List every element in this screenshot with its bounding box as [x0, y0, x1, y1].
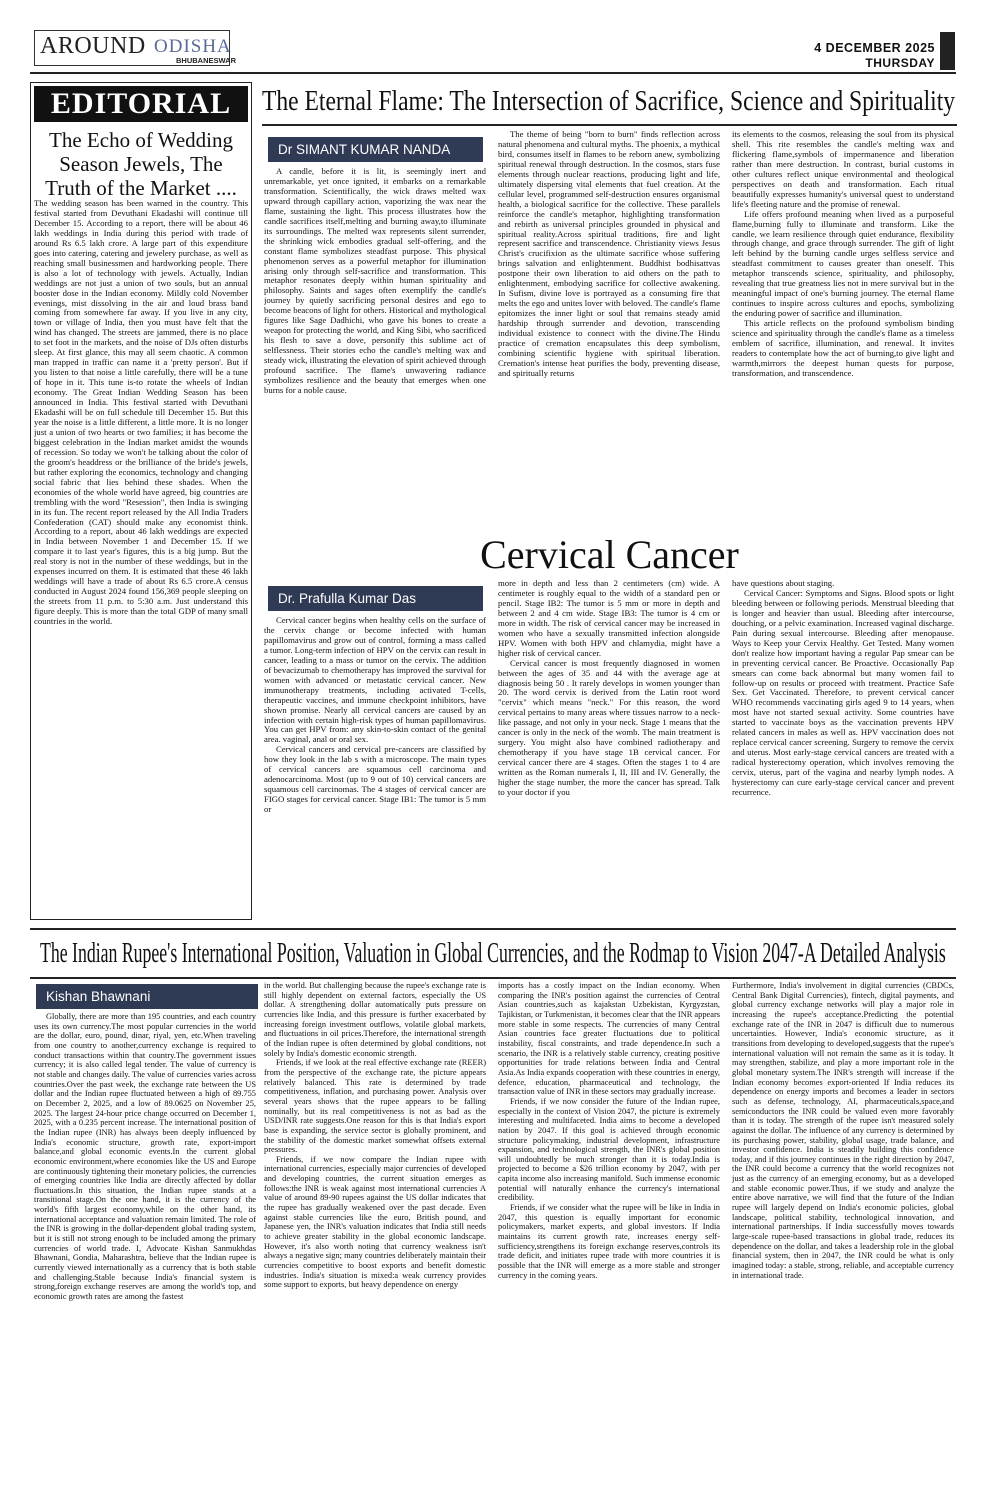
rupee-col4: Furthermore, India's involvement in digital currencies (CBDCs, Central Bank Digital Currencies), fintech, digital payments, and global currency exchange networks will play a major role in increasing the rupee's acceptance.Predicting the potential exchange rate of the INR in 2047 is difficult due to numerous uncertainties. However, India's economic structure, as it transitions from developing to developed,suggests that the rupee's international valuation will not remain the same as it is today. It may strengthen, stabilize, and play a more important role in the global monetary system.The INR's strength will increase if the Indian economy becomes export-oriented If India reduces its dependence on energy imports and becomes a leader in sectors such as defense, technology, AI, pharmaceuticals,space,and semiconductors the INR could be valued even more favorably than it is today. The strength of the rupee isn't measured solely against the dollar. The influence of any currency is determined by its purchasing power, stability, global usage, trade balance, and investor confidence. India is steadily building this confidence today, and if this journey continues in the right direction by 2047, the INR could become a currency that the world recognizes not just as the currency of an emerging economy, but as a developed and stable economic power.Thus, if we study and analyze the entire above narrative, we will find that the future of the Indian rupee will largely depend on India's economic policies, global landscape, political stability, technological innovation, and international partnerships. If India successfully moves towards large-scale rupee-based transactions in global trade, reduces its dependence on the dollar, and takes a leadership role in the global financial system, then in 2047, the INR could be what is only imagined today: a stable, strong, reliable, and acceptable currency in international trade.: [732, 981, 954, 1280]
masthead-rule: [30, 72, 956, 74]
cervical-col2-wrap: [498, 579, 720, 924]
cervical-col1-p1: Cervical cancer begins when healthy cells on the surface of the cervix change or become infected with human papillomavirus and grow out of control, forming a mass called a tumor. Long-term infection of HPV on the cervix can result in cancer, leading to a mass or tumor on the cervix. The addition of bevacizumab to chemotherapy has improved the survival for women with advanced or metastatic cervical cancer. New immunotherapy treatments, including activated T-cells, therapeutic vaccines, and immune checkpoint inhibitors, have shown promise. Nearly all cervical cancers are caused by an infection with certain high-risk types of human papillomavirus. You can get HPV from: any skin-to-skin contact of the genital area. vaginal, anal or oral sex.: [264, 616, 486, 745]
masthead-corner-block: [940, 32, 955, 70]
rupee-col2-p3: Friends, if we now compare the Indian rupee with international currencies, especially major currencies of developed and developing countries, the current situation emerges as follows:the INR is weak against most international currencies A value of around 89-90 rupees against the US dollar indicates that the rupee has gradually weakened over the past decade. Even against stable currencies like the euro, British pound, and Japanese yen, the INR's valuation indicates that India still needs to achieve greater stability in the global economic landscape. However, it's also worth noting that currency weakness isn't always a negative sign; many countries deliberately maintain their currencies competitive to boost exports and benefit domestic industries. India's situation is mixed:a weak currency provides some support to exports, but heavy dependence on energy: [264, 1154, 486, 1290]
cervical-col2-p2: Cervical cancer is most frequently diagnosed in women between the ages of 35 and 44 with the average age at diagnosis being 50 . It rarely develops in women younger than 20. The word cervix is derived from the Latin root word "cervix" which means "neck." For this reason, the word cervical pertains to many areas where tissues narrow to a neck-like passage, and not only in your neck. Stage 1 means that the cancer is only in the neck of the womb. The main treatment is surgery. You might also have combined radiotherapy and chemotherapy if you have stage 1B cervical cancer. For cervical cancer there are 4 stages. Often the stages 1 to 4 are written as the Roman numerals I, II, III and IV. Generally, the higher the stage number, the more the cancer has spread. Talk to your doctor if you: [498, 658, 720, 798]
flame-title-wrap: [262, 80, 957, 124]
cervical-col1-wrap: [264, 616, 486, 924]
logo-city: BHUBANESWAR: [176, 56, 236, 65]
rupee-col2-p1: in the world. But challenging because the rupee's exchange rate is still highly dependent on external factors, especially the US dollar. A strengthening dollar automatically puts pressure on currencies like India, and this pressure is further exacerbated by increasing foreign investment outflows, volatile global markets, and fluctuations in oil prices.Therefore, the international strength of the Indian rupee is often determined by global conditions, not solely by India's domestic economic strength.: [264, 981, 486, 1058]
flame-col3-p2: Life offers profound meaning when lived as a purposeful flame,burning fully to illuminate and transform. Like the candle, we learn resilience through quiet endurance, flexibility through change, and grace through surrender. The gift of light left behind by the burning candle urges selfless service and steadfast commitment to causes greater than oneself. This metaphor transcends science, spirituality, and philosophy, revealing that true greatness lies not in mere survival but in the meaningful impact of one's burning journey. The eternal flame continues to inspire across cultures and epochs, symbolizing the enduring power of sacrifice and illumination.: [732, 209, 954, 319]
rupee-col3-p1: imports has a costly impact on the Indian economy. When comparing the INR's position against the currencies of Central Asian countries,such as kajakstan Uzbekistan, Kyrgyzstan, Tajikistan, or Turkmenistan, it becomes clear that the INR appears more stable in some respects. The currencies of many Central Asian countries face greater fluctuations due to political instability, fiscal constraints, and trade dependence.In such a scenario, the INR is a relatively stable currency, creating positive opportunities for trade relations between India and Central Asia.As India expands cooperation with these countries in energy, defence, education, pharmaceutical and technology, the transaction value of INR in these sectors may gradually increase.: [498, 981, 720, 1097]
logo-odisha: ODISHA: [154, 36, 232, 57]
rupee-col2-p2: Friends, if we look at the real effective exchange rate (REER) from the perspective of the exchange rate, the picture appears relatively balanced. This rate is determined by trade competitiveness, inflation, and purchasing power. Analysis over several years shows that the rupee appears to be falling nominally, but its real competitiveness is not as bad as the USD/INR rate suggests.One reason for this is that India's export base is expanding, the service sector is globally prominent, and the stability of the domestic market somewhat offsets external pressures.: [264, 1058, 486, 1155]
flame-col3-p1: its elements to the cosmos, releasing the soul from its physical shell. This rite resembles the candle's melting wax and flickering flame,symbols of impermanence and liberation rather than mere destruction. In contrast, burial customs in other cultures reflect unique environmental and theological perspectives on death and transformation. Each ritual beautifully expresses humanity's universal quest to understand life's fleeting nature and the promise of renewal.: [732, 130, 954, 209]
cervical-col2-p1: more in depth and less than 2 centimeters (cm) wide. A centimeter is roughly equal to the width of a standard pen or pencil. Stage IB2: The tumor is 5 mm or more in depth and between 2 and 4 cm wide. Stage IB3: The tumor is 4 cm or more in width. The risk of cervical cancer may be increased in women who have a sexually transmitted infection alongside HPV. Women with both HPV and chlamydia, might have a higher risk of cervical cancer.: [498, 579, 720, 658]
cervical-col3-p2: Cervical Cancer: Symptoms and Signs. Blood spots or light bleeding between or following periods. Menstrual bleeding that is longer and heavier than usual. Bleeding after intercourse, douching, or a pelvic examination. Increased vaginal discharge. Pain during sexual intercourse. Bleeding after menopause. Ways to Keep your Cervix Healthy. Get Tested. Many women don't realize how important having a regular Pap smear can be in preventing cervical cancer. Be Proactive. Occasionally Pap smears can come back abnormal but many women fail to follow-up on results or proceed with treatment. Practice Safe Sex. Get Vaccinated. Therefore, to prevent cervical cancer WHO recommends vaccinating girls aged 9 to 14 years, when most have not started sexual activity. Some countries have started to vaccinate boys as the vaccination prevents HPV related cancers in males as well as. HPV vaccination does not replace cervical cancer screening. Surgery to remove the cervix and uterus. Most early-stage cervical cancers are treated with a radical hysterectomy operation, which involves removing the cervix, uterus, part of the vagina and nearby lymph nodes. A hysterectomy can cure early-stage cervical cancer and prevent recurrence.: [732, 588, 954, 798]
rupee-title-rule: [30, 977, 956, 979]
rupee-col2-wrap: [264, 981, 486, 1474]
rupee-col3-p3: Friends, if we consider what the rupee will be like in India in 2047, this question is equally important for economic policymakers, market experts, and global investors. If India maintains its current growth rate, increases energy self-sufficiency,strengthens its foreign exchange reserves,controls its trade deficit, and initiates rupee trade with more countries it is possible that the INR will emerge as a more stable and stronger currency in the coming years.: [498, 1203, 720, 1280]
editorial-label: EDITORIAL: [34, 86, 248, 122]
flame-col2: The theme of being "born to burn" finds reflection across natural phenomena and cultural myths. The phoenix, a mythical bird, consumes itself in flames to be reborn anew, symbolizing spiritual renewal through destruction. In the cosmos, stars fuse elements through nuclear reactions, producing light and life, ultimately dispersing vital elements that fuel creation. At the cellular level, programmed self-destruction ensures organismal health, a biological sacrifice for the collective. These parallels reinforce the candle's metaphor, highlighting transformation and rebirth as universal principles grounded in physical and spiritual reality.Across spiritual traditions, fire and light represent sacrifice and transcendence. Christianity views Jesus Christ's crucifixion as the ultimate sacrifice whose suffering brings salvation and enlightenment. Buddhist bodhisattvas postpone their own liberation to aid others on the path to enlightenment, embodying sacrifice for collective awakening. In Sufism, divine love is portrayed as a consuming fire that melts the ego and unites lover with beloved. The candle's flame epitomizes the inner light or soul that remains steady amid hardship through surrender and devotion, transcending individual existence to connect with the divine.The Hindu practice of cremation encapsulates this deep symbolism, combining scientific hygiene with spiritual liberation. Cremation's intense heat purifies the body, preventing disease, and spiritually returns: [498, 130, 720, 378]
rupee-title: The Indian Rupee's International Position, Valuation in Global Currencies, and the Rodmap to Vision 2047-A Detailed Analysis: [40, 937, 946, 969]
editorial-title: The Echo of Wedding Season Jewels, The Truth of the Market ....: [45, 128, 237, 200]
flame-col1: A candle, before it is lit, is seemingly inert and unremarkable, yet once ignited, it embarks on a remarkable transformation. Scientifically, the wick draws melted wax upward through capillary action, vaporizing the wax near the flame, sustaining the light. This process illustrates how the candle sacrifices itself,melting and burning away,to illuminate its surroundings. The melted wax represents silent surrender, the shrinking wick embodies gradual self-offering, and the constant flame symbolizes steadfast purpose. This physical phenomenon serves as a powerful metaphor for illumination arising only through self-sacrifice and transformation. This metaphor resonates deeply within human spirituality and philosophy. Saints and sages often exemplify the candle's journey by quietly sacrificing personal desires and ego to become beacons of light for others. Historical and mythological figures like Sage Dadhichi, who gave his bones to create a weapon for protecting the world, and King Sibi, who sacrificed his flesh to save a dove, personify this sublime act of selflessness. Their stories echo the candle's melting wax and steady wick, illustrating the elevation of spirit achieved through profound sacrifice. The flame's unwavering radiance symbolizes resilience and the beauty that emerges when one burns for a noble cause.: [264, 167, 486, 395]
flame-title: The Eternal Flame: The Intersection of Sacrifice, Science and Spirituality: [262, 85, 956, 117]
rupee-title-wrap: [40, 931, 950, 979]
masthead-logo: [34, 30, 234, 70]
flame-author: Dr SIMANT KUMAR NANDA: [268, 137, 483, 162]
cervical-col3-wrap: [732, 579, 954, 924]
masthead-weekday: THURSDAY: [865, 56, 935, 70]
rupee-author: Kishan Bhawnani: [36, 984, 258, 1009]
cervical-col1-p2: Cervical cancers and cervical pre-cancers are classified by how they look in the lab s with a microscope. The main types of cervical cancers are squamous cell carcinoma and adenocarcinoma. Most (up to 9 out of 10) cervical cancers are squamous cell carcinomas. The 4 stages of cervical cancer are FIGO stages for cervical cancer. Stage IB1: The tumor is 5 mm or: [264, 745, 486, 815]
rupee-col3-wrap: [498, 981, 720, 1474]
rupee-col1: Globally, there are more than 195 countries, and each country uses its own currency.The most popular currencies in the world are the dollar, euro, pound, dinar, riyal, yen, etc.When traveling from one country to another,currency exchange is required to conduct transactions within that country.The government issues currency; it is also called legal tender. The value of currency is not stable and changes daily. The value of currencies varies across countries.Over the past week, the exchange rate between the US dollar and the Indian rupee fluctuated between a high of 89.755 on December 2, 2025, and a low of 89.0625 on November 25, 2025. The largest 24-hour price change occurred on December 1, 2025, with a 0.235 percent increase. The international position of the Indian rupee (INR) has always been deeply influenced by India's economic structure, growth rate, export-import balance,and global economic events.In the current global economic environment,where economies like the US and Europe are continuously tightening their monetary policies, the currencies of emerging countries like India are directly affected by dollar fluctuations.In this situation, the Indian rupee stands at a transitional stage.On the one hand, it is the currency of the world's fifth largest economy,while on the other hand, its international acceptance and valuation remain limited. The role of the INR is growing in the dollar-dependent global trading system, but it is still not strong enough to be included among the primary currencies of world trade. I, Advocate Kishan Sanmukhdas Bhawnani, Gondia, Maharashtra, believe that the Indian rupee is currently viewed internationally as a currency that is both stable and challenging.Stable because India's financial system is strong,foreign exchange reserves are among the world's top, and economic growth rates are among the fastest: [34, 1012, 256, 1302]
flame-col3-p3: This article reflects on the profound symbolism binding science and spirituality through the candle's flame as a timeless emblem of sacrifice, illumination, and renewal. It invites readers to contemplate how the act of burning,to give light and warmth,mirrors the deepest human quests for purpose, transformation, and transcendence.: [732, 319, 954, 378]
rupee-col3-p2: Friends, if we now consider the future of the Indian rupee, especially in the context of Vision 2047, the picture is extremely interesting and multifaceted. India aims to become a developed nation by 2047. If this goal is achieved through economic structure policymaking, industrial development, infrastructure expansion, and technological strength, the INR's global position will undoubtedly be much stronger than it is today.India is projected to become a $26 trillion economy by 2047, with per capita income also increasing manifold. Such immense economic potential will naturally enhance the currency's international credibility.: [498, 1096, 720, 1203]
masthead-date: 4 DECEMBER 2025: [814, 41, 935, 55]
rupee-top-rule: [30, 928, 956, 930]
flame-title-rule: [262, 124, 957, 126]
cervical-title: Cervical Cancer: [480, 532, 739, 577]
logo-around: AROUND: [40, 33, 146, 59]
cervical-col3-p1: have questions about staging.: [732, 579, 835, 588]
cervical-author: Dr. Prafulla Kumar Das: [268, 586, 483, 611]
editorial-body: The wedding season has been warned in the country. This festival started from Devuthani Ekadashi will continue till December 15. According to a report, there will be about 46 lakh weddings in India during this period with trade of around Rs 6.5 lakh crore. A large part of this expenditure goes into catering, catering and jewelery purchase, as well as reaching small businessmen and hardworking people. There is also a lot of technology with jewels. Actually, Indian weddings are not just a union of two souls, but an annual booster dose in the Indian economy. Mildly cold November evenings, mist dissolving in the air and loud brass band coming from somewhere far away. If you live in any city, town or village of India, then you must have felt that the wind has changed. The streets are jammed, there is no place to set foot in the markets, and the noise of DJs often disturbs sleep. At first glance, this may all seem chaotic. A common man trapped in traffic can name it a 'pretty person'. But if you listen to that noise a little carefully, there will be a tune of hope in it. This tune is-to rotate the wheels of Indian economy. The Great Indian Wedding Season has been announced in India. This festival started with Devuthani Ekadashi will be on full schedule till December 15. But this year the noise is a little different, a little more. It is no longer just a union of two hearts or two families; it has become the biggest celebration in the Indian market amidst the wounds of recession. So today we won't be talking about the color of the groom's headdress or the brilliance of the bride's jewels, but rather exploring the economics, technology and changing social fabric that lies behind these shades. When the economies of the whole world have agreed, big countries are trembling with the word "Resession", then India is swinging in its fun. The recent report released by the All India Traders Confederation (CAT) should make any economist think. According to a report, about 46 lakh weddings are expected in India between November 1 and December 15. If we compare it to last year's figures, this is a big jump. But the real story is not in the number of these weddings, but in the expenses incurred on them. It is estimated that these 46 lakh weddings will have a trade of about Rs 6.5 crore.A census conducted in August 2024 found 156,369 people sleeping on the streets from 11 p.m. to 5:30 a.m. Just understand this figure deeply. This is more than the total GDP of many small countries in the world.: [34, 199, 248, 627]
flame-col3-wrap: [732, 130, 954, 529]
